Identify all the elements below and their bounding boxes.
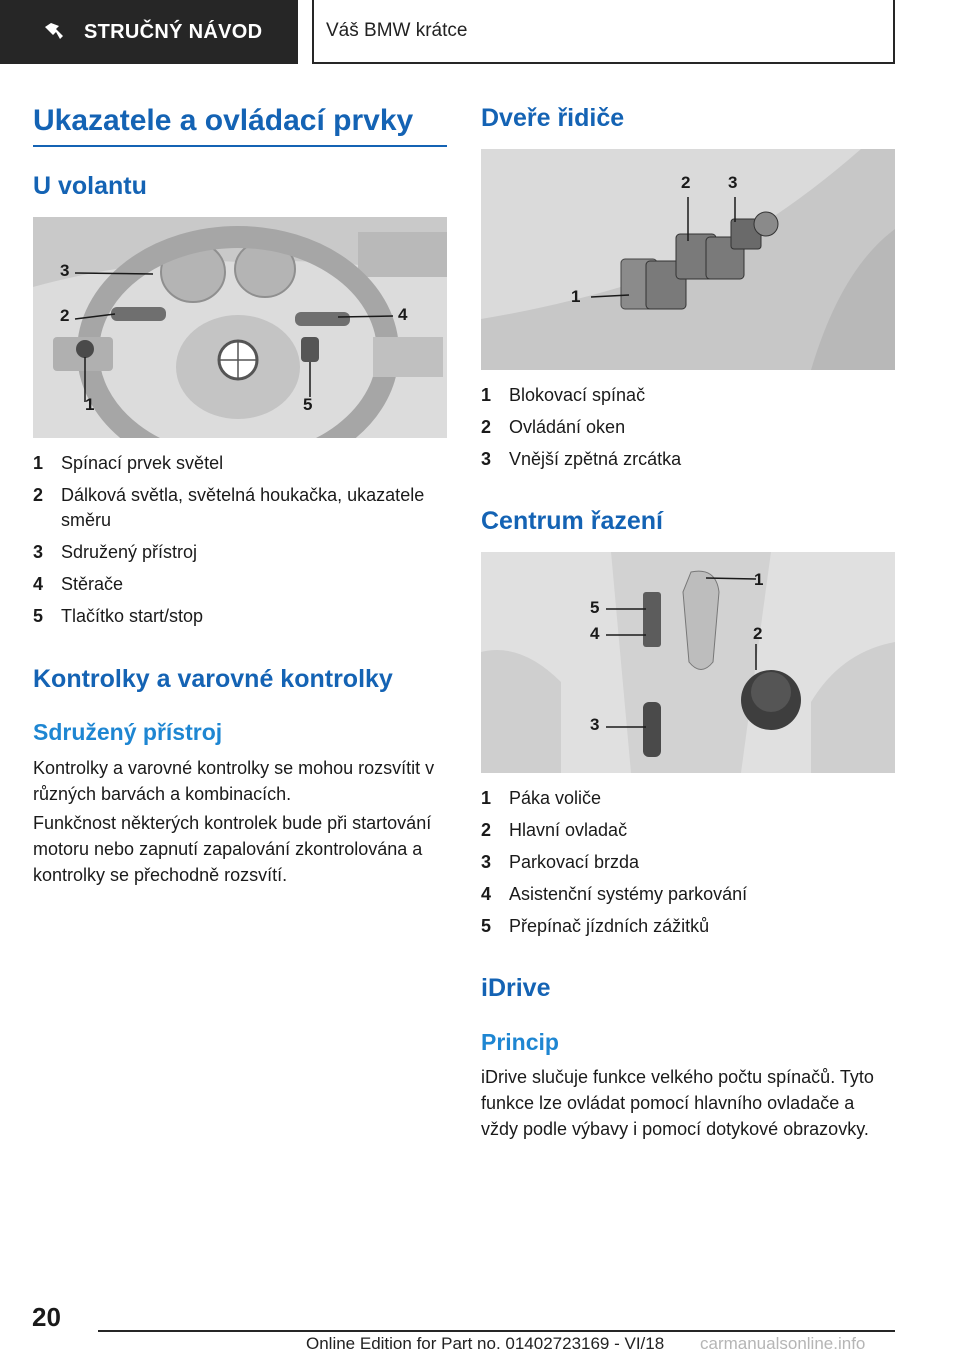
callout-2: 2 — [681, 173, 691, 192]
warnings-subheading: Sdružený přístroj — [33, 719, 223, 745]
callout-5: 5 — [303, 395, 313, 414]
list-item: 1 Spínací prvek světel — [33, 453, 224, 473]
console-heading: Centrum řazení — [481, 507, 663, 535]
page-number: 20 — [32, 1302, 61, 1332]
chapter-tab[interactable] — [0, 0, 298, 64]
idrive-subheading: Princip — [481, 1029, 559, 1055]
list-item: 3 Sdružený přístroj — [33, 542, 198, 562]
steering-heading: U volantu — [33, 172, 147, 200]
edition-text: Online Edition for Part no. 01402723169 - VI/18 — [306, 1334, 665, 1353]
door-heading: Dveře řidiče — [481, 104, 625, 132]
callout-4: 4 — [590, 624, 600, 643]
list-item: 4 Stěrače — [33, 574, 124, 594]
page-title: Ukazatele a ovládací prvky — [33, 104, 414, 137]
callout-3: 3 — [590, 715, 600, 734]
title-rule — [33, 145, 447, 147]
quick-guide-icon — [42, 19, 68, 45]
idrive-paragraph: iDrive slučuje funkce velkého počtu spínačů. Tyto funkce lze ovládat pomocí hlavního ovladače a vždy podle výbavy i pomocí dotykové obrazovky. — [481, 1067, 874, 1139]
callout-3: 3 — [60, 261, 70, 280]
callout-2: 2 — [753, 624, 763, 643]
steering-callouts — [33, 217, 447, 438]
callout-3: 3 — [728, 173, 738, 192]
console-callouts — [481, 552, 895, 773]
callout-2: 2 — [60, 306, 70, 325]
list-item: 1 Páka voliče — [481, 788, 602, 808]
callout-1: 1 — [754, 570, 764, 589]
warnings-paragraph-2: Funkčnost některých kontrolek bude při startování motoru nebo zapnutí zapalování zkontrolována a kontrolky se přechodně rozsvítí. — [33, 813, 432, 885]
list-item: 2 Ovládání oken — [481, 417, 626, 437]
door-callouts — [481, 149, 895, 370]
callout-5: 5 — [590, 598, 600, 617]
list-item: 4 Asistenční systémy parkování — [481, 884, 748, 904]
section-tab[interactable] — [312, 0, 895, 64]
list-item: 3 Vnější zpětná zrcátka — [481, 449, 682, 469]
console-legend — [481, 786, 895, 946]
list-item: 5 Přepínač jízdních zážitků — [481, 916, 710, 936]
chapter-title: STRUČNÝ NÁVOD — [84, 20, 263, 43]
list-item: 1 Blokovací spínač — [481, 385, 646, 405]
callout-1: 1 — [571, 287, 581, 306]
warnings-heading: Kontrolky a varovné kontrolky — [33, 665, 393, 693]
callout-4: 4 — [398, 305, 408, 324]
list-item: 2 Dálková světla, světelná houkačka, ukazatele směru — [33, 485, 425, 530]
section-title: Váš BMW krátce — [326, 20, 468, 41]
door-legend — [481, 383, 895, 479]
footer-rule — [98, 1330, 895, 1332]
list-item: 5 Tlačítko start/stop — [33, 606, 204, 626]
watermark: carmanualsonline.info — [700, 1334, 866, 1353]
steering-legend — [33, 451, 447, 636]
list-item: 3 Parkovací brzda — [481, 852, 640, 872]
idrive-heading: iDrive — [481, 974, 551, 1002]
callout-1: 1 — [85, 395, 95, 414]
list-item: 2 Hlavní ovladač — [481, 820, 628, 840]
warnings-paragraph-1: Kontrolky a varovné kontrolky se mohou rozsvítit v různých barvách a kombinacích. — [33, 758, 435, 804]
